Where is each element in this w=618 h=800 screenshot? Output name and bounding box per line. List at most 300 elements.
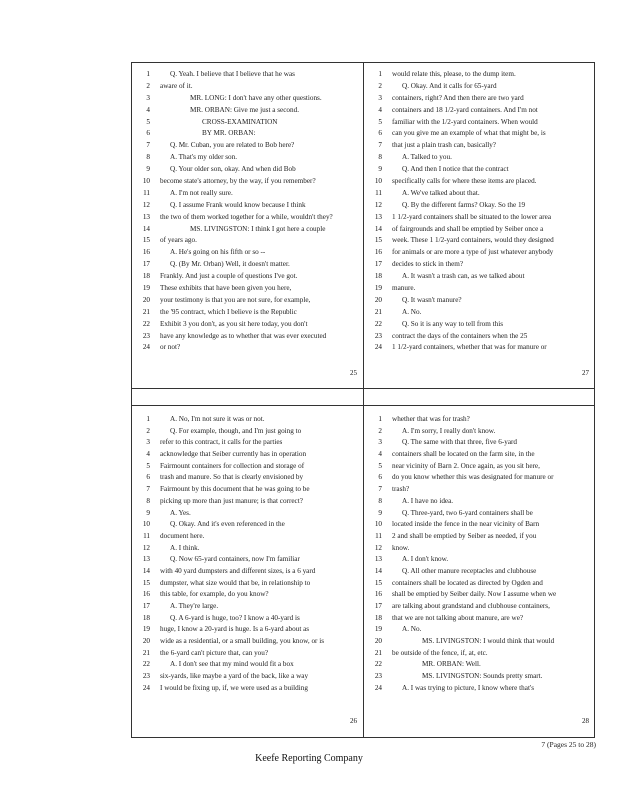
transcript-line <box>136 152 359 164</box>
line-number: 21 <box>142 307 150 316</box>
line-text: Q. Three-yard, two 6-yard containers shall be <box>402 508 533 517</box>
transcript-line <box>368 437 591 449</box>
line-text: containers shall be located on the farm site, in the <box>392 450 535 459</box>
line-number: 21 <box>374 307 382 316</box>
line-number: 22 <box>374 319 382 328</box>
transcript-line <box>368 283 591 295</box>
line-number: 4 <box>146 450 150 459</box>
line-number: 22 <box>374 660 382 669</box>
line-number: 15 <box>142 236 150 245</box>
line-number: 15 <box>374 236 382 245</box>
line-number: 23 <box>142 672 150 681</box>
line-text: Q. By the different farms? Okay. So the 19 <box>402 200 526 209</box>
line-number: 15 <box>374 578 382 587</box>
transcript-line <box>368 601 591 613</box>
line-text: A. Yes. <box>170 508 191 517</box>
transcript-line <box>368 105 591 117</box>
line-number: 8 <box>146 496 150 505</box>
line-number: 19 <box>142 284 150 293</box>
transcript-line <box>136 117 359 129</box>
line-number: 21 <box>142 648 150 657</box>
line-text: can you give me an example of what that might be, is <box>392 129 546 138</box>
line-text: do you know whether this was designated for manure or <box>392 473 554 482</box>
transcript-line <box>136 624 359 636</box>
line-text: week. These 1 1/2-yard containers, would they designed <box>392 236 554 245</box>
transcript-line <box>136 271 359 283</box>
line-text: document here. <box>160 531 205 540</box>
transcript-line <box>136 426 359 438</box>
transcript-line <box>368 200 591 212</box>
line-text: for animals or are more a type of just whatever anybody <box>392 248 554 257</box>
line-number: 16 <box>142 248 150 257</box>
transcript-line <box>368 613 591 625</box>
line-text: Q. I assume Frank would know because I think <box>170 200 306 209</box>
transcript-line <box>368 472 591 484</box>
line-text: CROSS-EXAMINATION <box>202 117 278 126</box>
transcript-line <box>136 531 359 543</box>
line-text: Q. And then I notice that the contract <box>402 165 509 174</box>
transcript-line <box>368 128 591 140</box>
line-number: 6 <box>146 473 150 482</box>
line-number: 20 <box>374 637 382 646</box>
line-text: 2 and shall be emptied by Seiber as needed, if you <box>392 531 537 540</box>
transcript-line <box>136 449 359 461</box>
line-number: 10 <box>374 177 382 186</box>
transcript-line <box>136 188 359 200</box>
transcript-page-25 <box>132 63 363 388</box>
transcript-line <box>368 212 591 224</box>
line-text: 1 1/2-yard containers, whether that was for manure or <box>392 343 547 352</box>
transcript-page-27 <box>364 63 595 388</box>
transcript-page-28 <box>364 406 595 737</box>
transcript-line <box>136 671 359 683</box>
transcript-line <box>368 176 591 188</box>
line-text: Q. The same with that three, five 6-yard <box>402 438 518 447</box>
line-number: 7 <box>146 485 150 494</box>
line-number: 17 <box>374 602 382 610</box>
transcript-line <box>136 93 359 105</box>
line-text: near vicinity of Barn 2. Once again, as you sit here, <box>392 461 540 470</box>
line-number: 7 <box>378 485 382 494</box>
transcript-sheet <box>131 62 595 738</box>
transcript-line <box>368 578 591 590</box>
line-text: Q. Okay. And it's even referenced in the <box>170 520 285 529</box>
line-number: 9 <box>378 165 382 174</box>
transcript-line <box>136 212 359 224</box>
line-text: MS. LIVINGSTON: I think I got here a couple <box>190 224 326 233</box>
line-number: 8 <box>378 496 382 505</box>
line-number: 19 <box>142 625 150 634</box>
line-text: become state's attorney, by the way, if you remember? <box>160 177 316 186</box>
line-text: Q. Mr. Cuban, you are related to Bob here? <box>170 141 295 150</box>
transcript-line <box>136 128 359 140</box>
line-text: A. Talked to you. <box>402 153 452 162</box>
line-number: 7 <box>378 141 382 150</box>
line-text: MR. ORBAN: Well. <box>422 660 481 669</box>
line-text: six-yards, like maybe a yard of the back, like a way <box>160 672 309 681</box>
line-number: 8 <box>146 153 150 162</box>
line-number: 11 <box>143 188 150 197</box>
line-text: Q. It wasn't manure? <box>402 295 462 304</box>
line-number: 13 <box>142 212 150 221</box>
line-text: A. No. <box>402 307 422 316</box>
line-number: 23 <box>374 672 382 681</box>
line-number: 24 <box>374 343 382 352</box>
line-text: decides to stick in them? <box>392 260 464 269</box>
transcript-line <box>136 683 359 695</box>
line-text: 1 1/2-yard containers shall be situated to the lower area <box>392 212 552 221</box>
line-number: 4 <box>378 450 382 459</box>
line-number: 3 <box>378 93 382 102</box>
line-text: I would be fixing up, if, we were used as a building <box>160 683 308 692</box>
line-list <box>136 69 359 354</box>
line-text: with 40 yard dumpsters and different sizes, is a 6 yard <box>160 566 316 575</box>
transcript-line <box>136 224 359 236</box>
transcript-line <box>136 259 359 271</box>
reporting-company: Keefe Reporting Company <box>255 753 363 764</box>
line-text: containers, right? And then there are two yard <box>392 93 524 102</box>
line-list <box>136 414 359 695</box>
line-number: 9 <box>146 508 150 517</box>
line-number: 1 <box>146 415 150 423</box>
transcript-line <box>136 566 359 578</box>
line-text: acknowledge that Seiber currently has in operation <box>160 450 307 459</box>
transcript-line <box>368 307 591 319</box>
line-number: 5 <box>378 461 382 470</box>
line-text: A. I don't know. <box>402 555 449 564</box>
line-text: the '95 contract, which I believe is the Republic <box>160 307 297 316</box>
transcript-page-26 <box>132 406 363 737</box>
line-text: A. No, I'm not sure it was or not. <box>170 415 265 423</box>
line-number: 15 <box>142 578 150 587</box>
transcript-line <box>368 93 591 105</box>
transcript-line <box>368 247 591 259</box>
line-text: the two of them worked together for a while, wouldn't they? <box>160 212 333 221</box>
line-text: A. I'm not really sure. <box>170 188 233 197</box>
line-number: 19 <box>374 284 382 293</box>
transcript-line <box>136 307 359 319</box>
line-number: 24 <box>142 683 150 692</box>
transcript-line <box>368 683 591 695</box>
line-number: 20 <box>142 295 150 304</box>
line-text: containers shall be located as directed by Ogden and <box>392 578 543 587</box>
transcript-line <box>136 543 359 555</box>
transcript-line <box>368 484 591 496</box>
line-number: 9 <box>378 508 382 517</box>
line-number: 6 <box>378 129 382 138</box>
line-number: 17 <box>142 260 150 269</box>
line-number: 13 <box>374 212 382 221</box>
line-text: that we are not talking about manure, are we? <box>392 613 524 622</box>
line-number: 23 <box>374 331 382 340</box>
line-text: A. They're large. <box>170 602 219 610</box>
transcript-line <box>136 508 359 520</box>
line-text: A. We've talked about that. <box>402 188 480 197</box>
page-range: 7 (Pages 25 to 28) <box>541 740 596 749</box>
line-number: 16 <box>142 590 150 599</box>
line-number: 16 <box>374 590 382 599</box>
transcript-line <box>136 319 359 331</box>
line-text: wide as a residential, or a small building, you know, or is <box>160 637 325 646</box>
transcript-line <box>368 496 591 508</box>
line-text: that just a plain trash can, basically? <box>392 141 496 150</box>
line-list <box>368 414 591 695</box>
line-number: 22 <box>142 660 150 669</box>
page-number: 25 <box>350 369 357 377</box>
line-text: A. It wasn't a trash can, as we talked about <box>402 272 525 281</box>
line-text: A. I have no idea. <box>402 496 454 505</box>
line-text: Q. (By Mr. Orban) Well, it doesn't matter. <box>170 260 290 269</box>
line-text: are talking about grandstand and clubhouse containers, <box>392 602 550 610</box>
transcript-line <box>368 140 591 152</box>
line-text: Q. Yeah. I believe that I believe that he was <box>170 70 295 78</box>
line-text: MR. ORBAN: Give me just a second. <box>190 105 300 114</box>
line-text: Q. Your older son, okay. And when did Bob <box>170 165 296 174</box>
line-text: Q. Now 65-yard containers, now I'm familiar <box>170 555 300 564</box>
line-text: Q. Okay. And it calls for 65-yard <box>402 81 497 90</box>
transcript-line <box>368 671 591 683</box>
line-number: 10 <box>142 520 150 529</box>
line-text: be outside of the fence, if, at, etc. <box>392 648 488 657</box>
transcript-line <box>136 496 359 508</box>
line-number: 3 <box>146 93 150 102</box>
transcript-line <box>136 235 359 247</box>
line-text: A. That's my older son. <box>170 153 238 162</box>
line-number: 2 <box>146 81 150 90</box>
transcript-line <box>136 461 359 473</box>
transcript-line <box>136 342 359 354</box>
transcript-line <box>368 331 591 343</box>
line-text: huge, I know a 20-yard is huge. Is a 6-yard about as <box>160 625 310 634</box>
line-text: A. I'm sorry, I really don't know. <box>402 426 496 435</box>
line-text: MS. LIVINGSTON: Sounds pretty smart. <box>422 672 543 681</box>
line-number: 21 <box>374 648 382 657</box>
transcript-line <box>136 484 359 496</box>
line-text: Q. For example, though, and I'm just going to <box>170 426 302 435</box>
page-number: 26 <box>350 717 357 725</box>
line-number: 13 <box>142 555 150 564</box>
transcript-line <box>136 613 359 625</box>
line-number: 5 <box>378 117 382 126</box>
line-number: 18 <box>374 272 382 281</box>
line-number: 1 <box>378 415 382 423</box>
transcript-line <box>368 449 591 461</box>
transcript-line <box>368 295 591 307</box>
line-text: picking up more than just manure; is that correct? <box>160 496 303 505</box>
transcript-line <box>136 554 359 566</box>
transcript-line <box>368 235 591 247</box>
line-number: 11 <box>143 531 150 540</box>
line-number: 12 <box>142 543 150 552</box>
transcript-line <box>368 117 591 129</box>
line-list <box>368 69 591 354</box>
transcript-line <box>136 331 359 343</box>
transcript-line <box>136 164 359 176</box>
line-number: 12 <box>374 543 382 552</box>
line-text: These exhibits that have been given you here, <box>160 284 292 293</box>
line-number: 3 <box>378 438 382 447</box>
transcript-line <box>136 200 359 212</box>
line-text: familiar with the 1/2-yard containers. When would <box>392 117 538 126</box>
line-text: contract the days of the containers when the 25 <box>392 331 528 340</box>
transcript-line <box>136 414 359 426</box>
line-text: A. He's going on his fifth or so -- <box>170 248 266 257</box>
transcript-line <box>136 140 359 152</box>
line-text: Q. All other manure receptacles and clubhouse <box>402 566 537 575</box>
line-number: 11 <box>375 531 382 540</box>
line-text: Frankly. And just a couple of questions I've got. <box>160 272 298 281</box>
line-text: Exhibit 3 you don't, as you sit here today, you don't <box>160 319 308 328</box>
line-text: Fairmount by this document that he was going to be <box>160 485 310 494</box>
line-number: 9 <box>146 165 150 174</box>
line-number: 14 <box>374 566 382 575</box>
line-number: 13 <box>374 555 382 564</box>
transcript-line <box>368 543 591 555</box>
line-number: 11 <box>375 188 382 197</box>
line-text: trash? <box>392 485 410 494</box>
line-number: 2 <box>378 81 382 90</box>
line-number: 6 <box>146 129 150 138</box>
transcript-line <box>368 259 591 271</box>
transcript-line <box>136 69 359 81</box>
line-text: your testimony is that you are not sure, for example, <box>160 295 311 304</box>
line-number: 8 <box>378 153 382 162</box>
line-number: 19 <box>374 625 382 634</box>
transcript-line <box>368 554 591 566</box>
line-text: Q. So it is any way to tell from this <box>402 319 504 328</box>
line-text: A. I think. <box>170 543 200 552</box>
line-number: 14 <box>374 224 382 233</box>
transcript-line <box>368 224 591 236</box>
line-number: 18 <box>142 272 150 281</box>
line-number: 20 <box>142 637 150 646</box>
transcript-line <box>136 648 359 660</box>
transcript-line <box>136 601 359 613</box>
line-number: 22 <box>142 319 150 328</box>
transcript-line <box>368 414 591 426</box>
line-number: 17 <box>374 260 382 269</box>
line-number: 12 <box>142 200 150 209</box>
line-text: MR. LONG: I don't have any other questions. <box>190 93 322 102</box>
line-number: 17 <box>142 602 150 610</box>
line-text: A. I was trying to picture, I know where that's <box>402 683 535 692</box>
line-text: the 6-yard can't picture that, can you? <box>160 648 269 657</box>
line-number: 5 <box>146 461 150 470</box>
line-text: manure. <box>392 284 416 293</box>
line-number: 24 <box>142 343 150 352</box>
transcript-line <box>136 247 359 259</box>
line-text: shall be emptied by Seiber daily. Now I assume when we <box>392 590 557 599</box>
line-text: whether that was for trash? <box>392 415 470 423</box>
transcript-line <box>368 319 591 331</box>
line-text: trash and manure. So that is clearly envisioned by <box>160 473 304 482</box>
page-number: 27 <box>582 369 589 377</box>
transcript-line <box>136 81 359 93</box>
line-text: BY MR. ORBAN: <box>202 129 256 138</box>
transcript-line <box>368 164 591 176</box>
line-text: MS. LIVINGSTON: I would think that would <box>422 637 555 646</box>
line-number: 4 <box>146 105 150 114</box>
line-text: A. No. <box>402 625 422 634</box>
line-number: 14 <box>142 224 150 233</box>
transcript-line <box>368 461 591 473</box>
line-text: of years ago. <box>160 236 197 245</box>
line-number: 4 <box>378 105 382 114</box>
transcript-line <box>136 659 359 671</box>
line-number: 18 <box>142 613 150 622</box>
line-text: of fairgrounds and shall be emptied by Seiber once a <box>392 224 544 233</box>
line-number: 23 <box>142 331 150 340</box>
line-number: 10 <box>142 177 150 186</box>
line-number: 1 <box>146 70 150 78</box>
line-number: 10 <box>374 520 382 529</box>
transcript-line <box>136 636 359 648</box>
transcript-line <box>136 519 359 531</box>
transcript-line <box>368 624 591 636</box>
line-number: 3 <box>146 438 150 447</box>
transcript-line <box>368 69 591 81</box>
line-text: containers and 18 1/2-yard containers. And I'm not <box>392 105 538 114</box>
transcript-line <box>368 188 591 200</box>
line-text: or not? <box>160 343 181 352</box>
line-number: 20 <box>374 295 382 304</box>
transcript-line <box>368 659 591 671</box>
line-text: refer to this contract, it calls for the parties <box>160 438 283 447</box>
transcript-line <box>368 589 591 601</box>
line-text: specifically calls for where these items are placed. <box>392 177 537 186</box>
transcript-line <box>368 566 591 578</box>
line-text: Fairmount containers for collection and storage of <box>160 461 305 470</box>
line-text: A. I don't see that my mind would fit a box <box>170 660 294 669</box>
transcript-line <box>136 283 359 295</box>
line-text: Q. A 6-yard is huge, too? I know a 40-yard is <box>170 613 300 622</box>
transcript-line <box>368 519 591 531</box>
line-text: aware of it. <box>160 81 193 90</box>
line-number: 6 <box>378 473 382 482</box>
transcript-line <box>368 271 591 283</box>
line-number: 18 <box>374 613 382 622</box>
line-number: 16 <box>374 248 382 257</box>
line-number: 2 <box>378 426 382 435</box>
line-number: 14 <box>142 566 150 575</box>
transcript-line <box>136 589 359 601</box>
transcript-line <box>368 81 591 93</box>
transcript-line <box>368 531 591 543</box>
transcript-line <box>368 342 591 354</box>
line-text: located inside the fence in the near vicinity of Barn <box>392 520 540 529</box>
transcript-line <box>136 295 359 307</box>
line-number: 1 <box>378 70 382 78</box>
line-text: this table, for example, do you know? <box>160 590 269 599</box>
transcript-line <box>136 578 359 590</box>
transcript-line <box>368 508 591 520</box>
line-number: 5 <box>146 117 150 126</box>
transcript-line <box>368 426 591 438</box>
line-text: would relate this, please, to the dump item. <box>392 70 516 78</box>
transcript-line <box>136 176 359 188</box>
transcript-line <box>368 648 591 660</box>
horizontal-divider-top <box>132 388 594 389</box>
line-text: have any knowledge as to whether that was ever executed <box>160 331 327 340</box>
line-text: know. <box>392 543 410 552</box>
page-number: 28 <box>582 717 589 725</box>
transcript-line <box>136 472 359 484</box>
transcript-line <box>368 636 591 648</box>
line-number: 7 <box>146 141 150 150</box>
line-number: 12 <box>374 200 382 209</box>
transcript-line <box>136 437 359 449</box>
line-text: dumpster, what size would that be, in relationship to <box>160 578 311 587</box>
